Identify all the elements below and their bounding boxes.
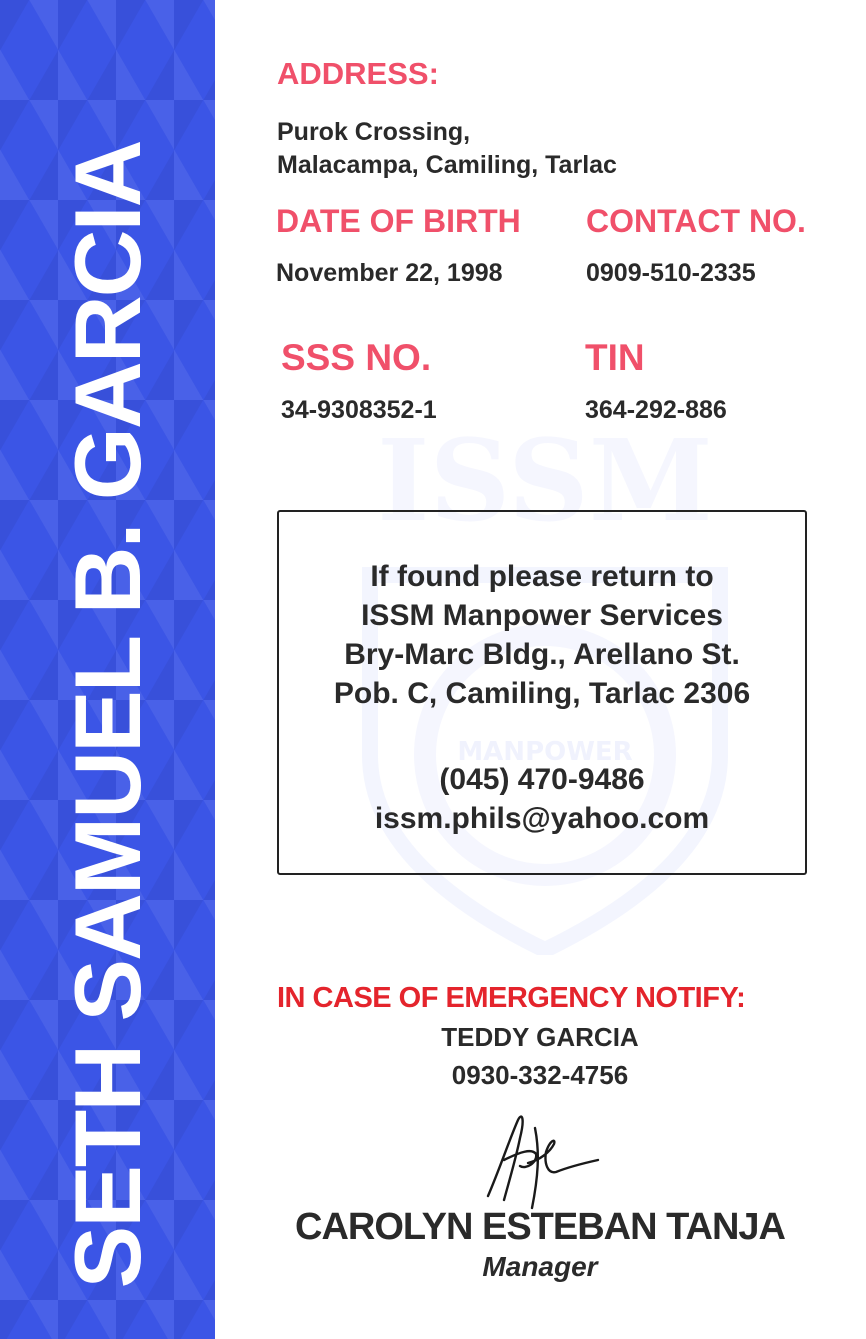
- return-line: ISSM Manpower Services: [361, 599, 723, 632]
- manager-signature: [480, 1108, 610, 1213]
- tin-value: 364-292-886: [585, 396, 727, 424]
- employee-name: SETH SAMUEL B. GARCIA: [55, 141, 160, 1289]
- return-line: Pob. C, Camiling, Tarlac 2306: [333, 677, 751, 710]
- address-line: Malacampa, Camiling, Tarlac: [277, 151, 617, 179]
- signatory-title: Manager: [482, 1251, 598, 1282]
- contact-no-label: CONTACT NO.: [586, 203, 806, 239]
- signatory-name: CAROLYN ESTEBAN TANJA: [295, 1206, 785, 1248]
- tin-label: TIN: [585, 337, 645, 378]
- contact-no-value: 0909-510-2335: [586, 259, 756, 287]
- emergency-contact-name: TEDDY GARCIA: [441, 1022, 639, 1052]
- watermark-text: ISSM: [377, 425, 713, 547]
- watermark-arc-text: MANPOWER: [457, 737, 633, 767]
- date-of-birth-label: DATE OF BIRTH: [276, 203, 521, 239]
- return-line: Bry-Marc Bldg., Arellano St.: [344, 638, 740, 671]
- address-label: ADDRESS:: [277, 56, 439, 91]
- address-line: Purok Crossing,: [277, 118, 471, 146]
- date-of-birth-value: November 22, 1998: [276, 259, 503, 287]
- emergency-title: IN CASE OF EMERGENCY NOTIFY:: [277, 982, 746, 1014]
- emergency-contact-phone: 0930-332-4756: [451, 1060, 629, 1090]
- sss-no-label: SSS NO.: [281, 337, 432, 378]
- sss-no-value: 34-9308352-1: [281, 396, 437, 424]
- return-address-box: [277, 510, 807, 875]
- return-email: issm.phils@yahoo.com: [374, 802, 710, 835]
- return-phone: (045) 470-9486: [439, 763, 645, 796]
- address-value: [277, 116, 617, 182]
- return-line: If found please return to: [370, 560, 714, 593]
- side-banner: [0, 0, 215, 1339]
